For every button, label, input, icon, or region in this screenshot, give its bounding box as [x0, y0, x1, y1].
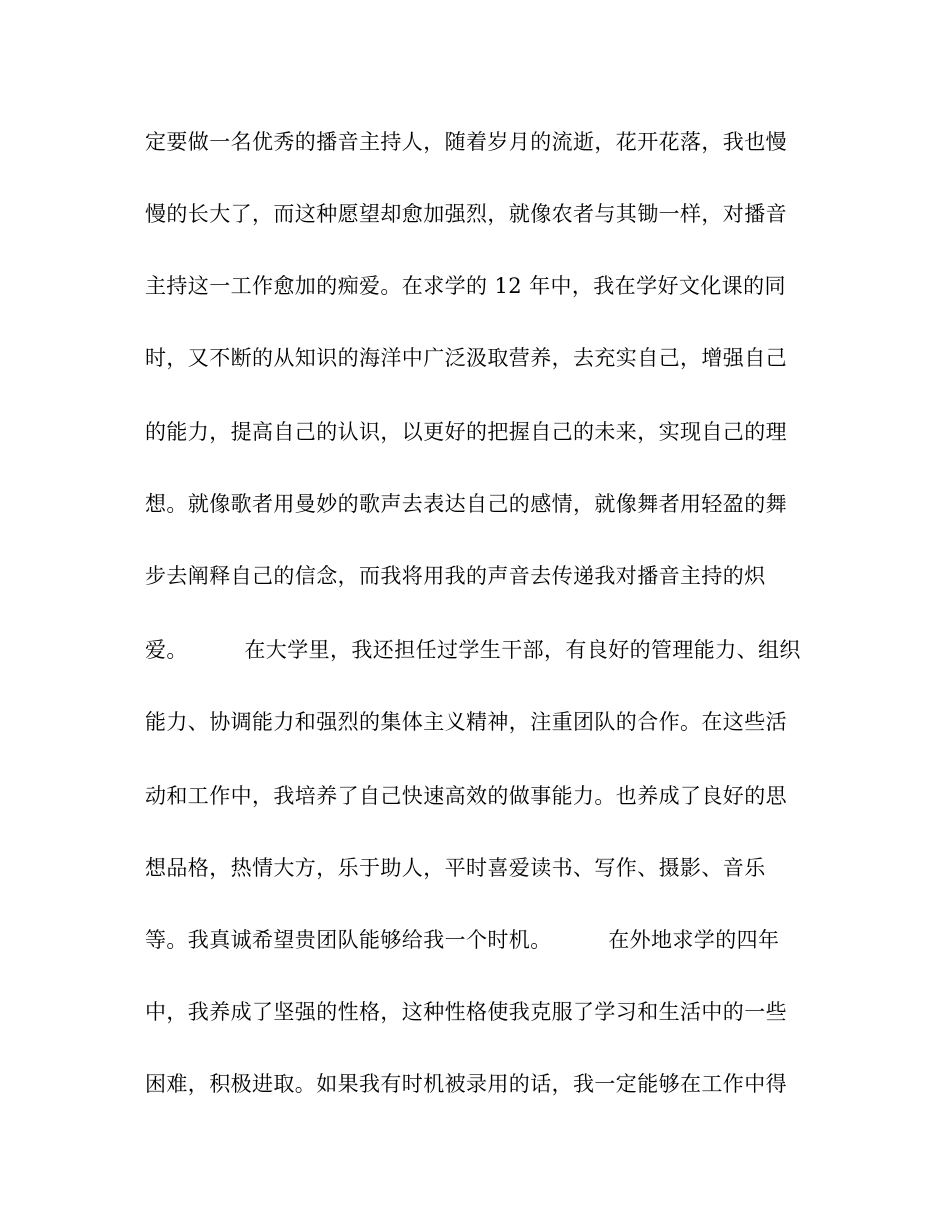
- text-line-3: 主持这一工作愈加的痴爱。在求学的 12 年中，我在学好文化课的同: [145, 274, 786, 298]
- text-line-8: 爱。 在大学里，我还担任过学生干部，有良好的管理能力、组织: [145, 638, 801, 662]
- text-line-1: 定要做一名优秀的播音主持人，随着岁月的流逝，花开花落，我也慢: [145, 130, 787, 154]
- text-line-11: 想品格，热情大方，乐于助人，平时喜爱读书、写作、摄影、音乐: [145, 856, 766, 880]
- text-line-7: 步去阐释自己的信念，而我将用我的声音去传递我对播音主持的炽: [145, 564, 766, 588]
- text-line-4: 时，又不断的从知识的海洋中广泛汲取营养，去充实自己，增强自己: [145, 346, 787, 370]
- text-line-14: 困难，积极进取。如果我有时机被录用的话，我一定能够在工作中得: [145, 1072, 787, 1096]
- text-line-2: 慢的长大了，而这种愿望却愈加强烈，就像农者与其锄一样，对播音: [145, 202, 787, 226]
- text-line-10: 动和工作中，我培养了自己快速高效的做事能力。也养成了良好的思: [145, 784, 787, 808]
- text-line-12: 等。我真诚希望贵团队能够给我一个时机。 在外地求学的四年: [145, 928, 780, 952]
- text-line-6: 想。就像歌者用曼妙的歌声去表达自己的感情，就像舞者用轻盈的舞: [145, 492, 787, 516]
- text-line-5: 的能力，提高自己的认识，以更好的把握自己的未来，实现自己的理: [145, 420, 787, 444]
- text-line-9: 能力、协调能力和强烈的集体主义精神，注重团队的合作。在这些活: [145, 710, 787, 734]
- text-line-13: 中，我养成了坚强的性格，这种性格使我克服了学习和生活中的一些: [145, 1000, 787, 1024]
